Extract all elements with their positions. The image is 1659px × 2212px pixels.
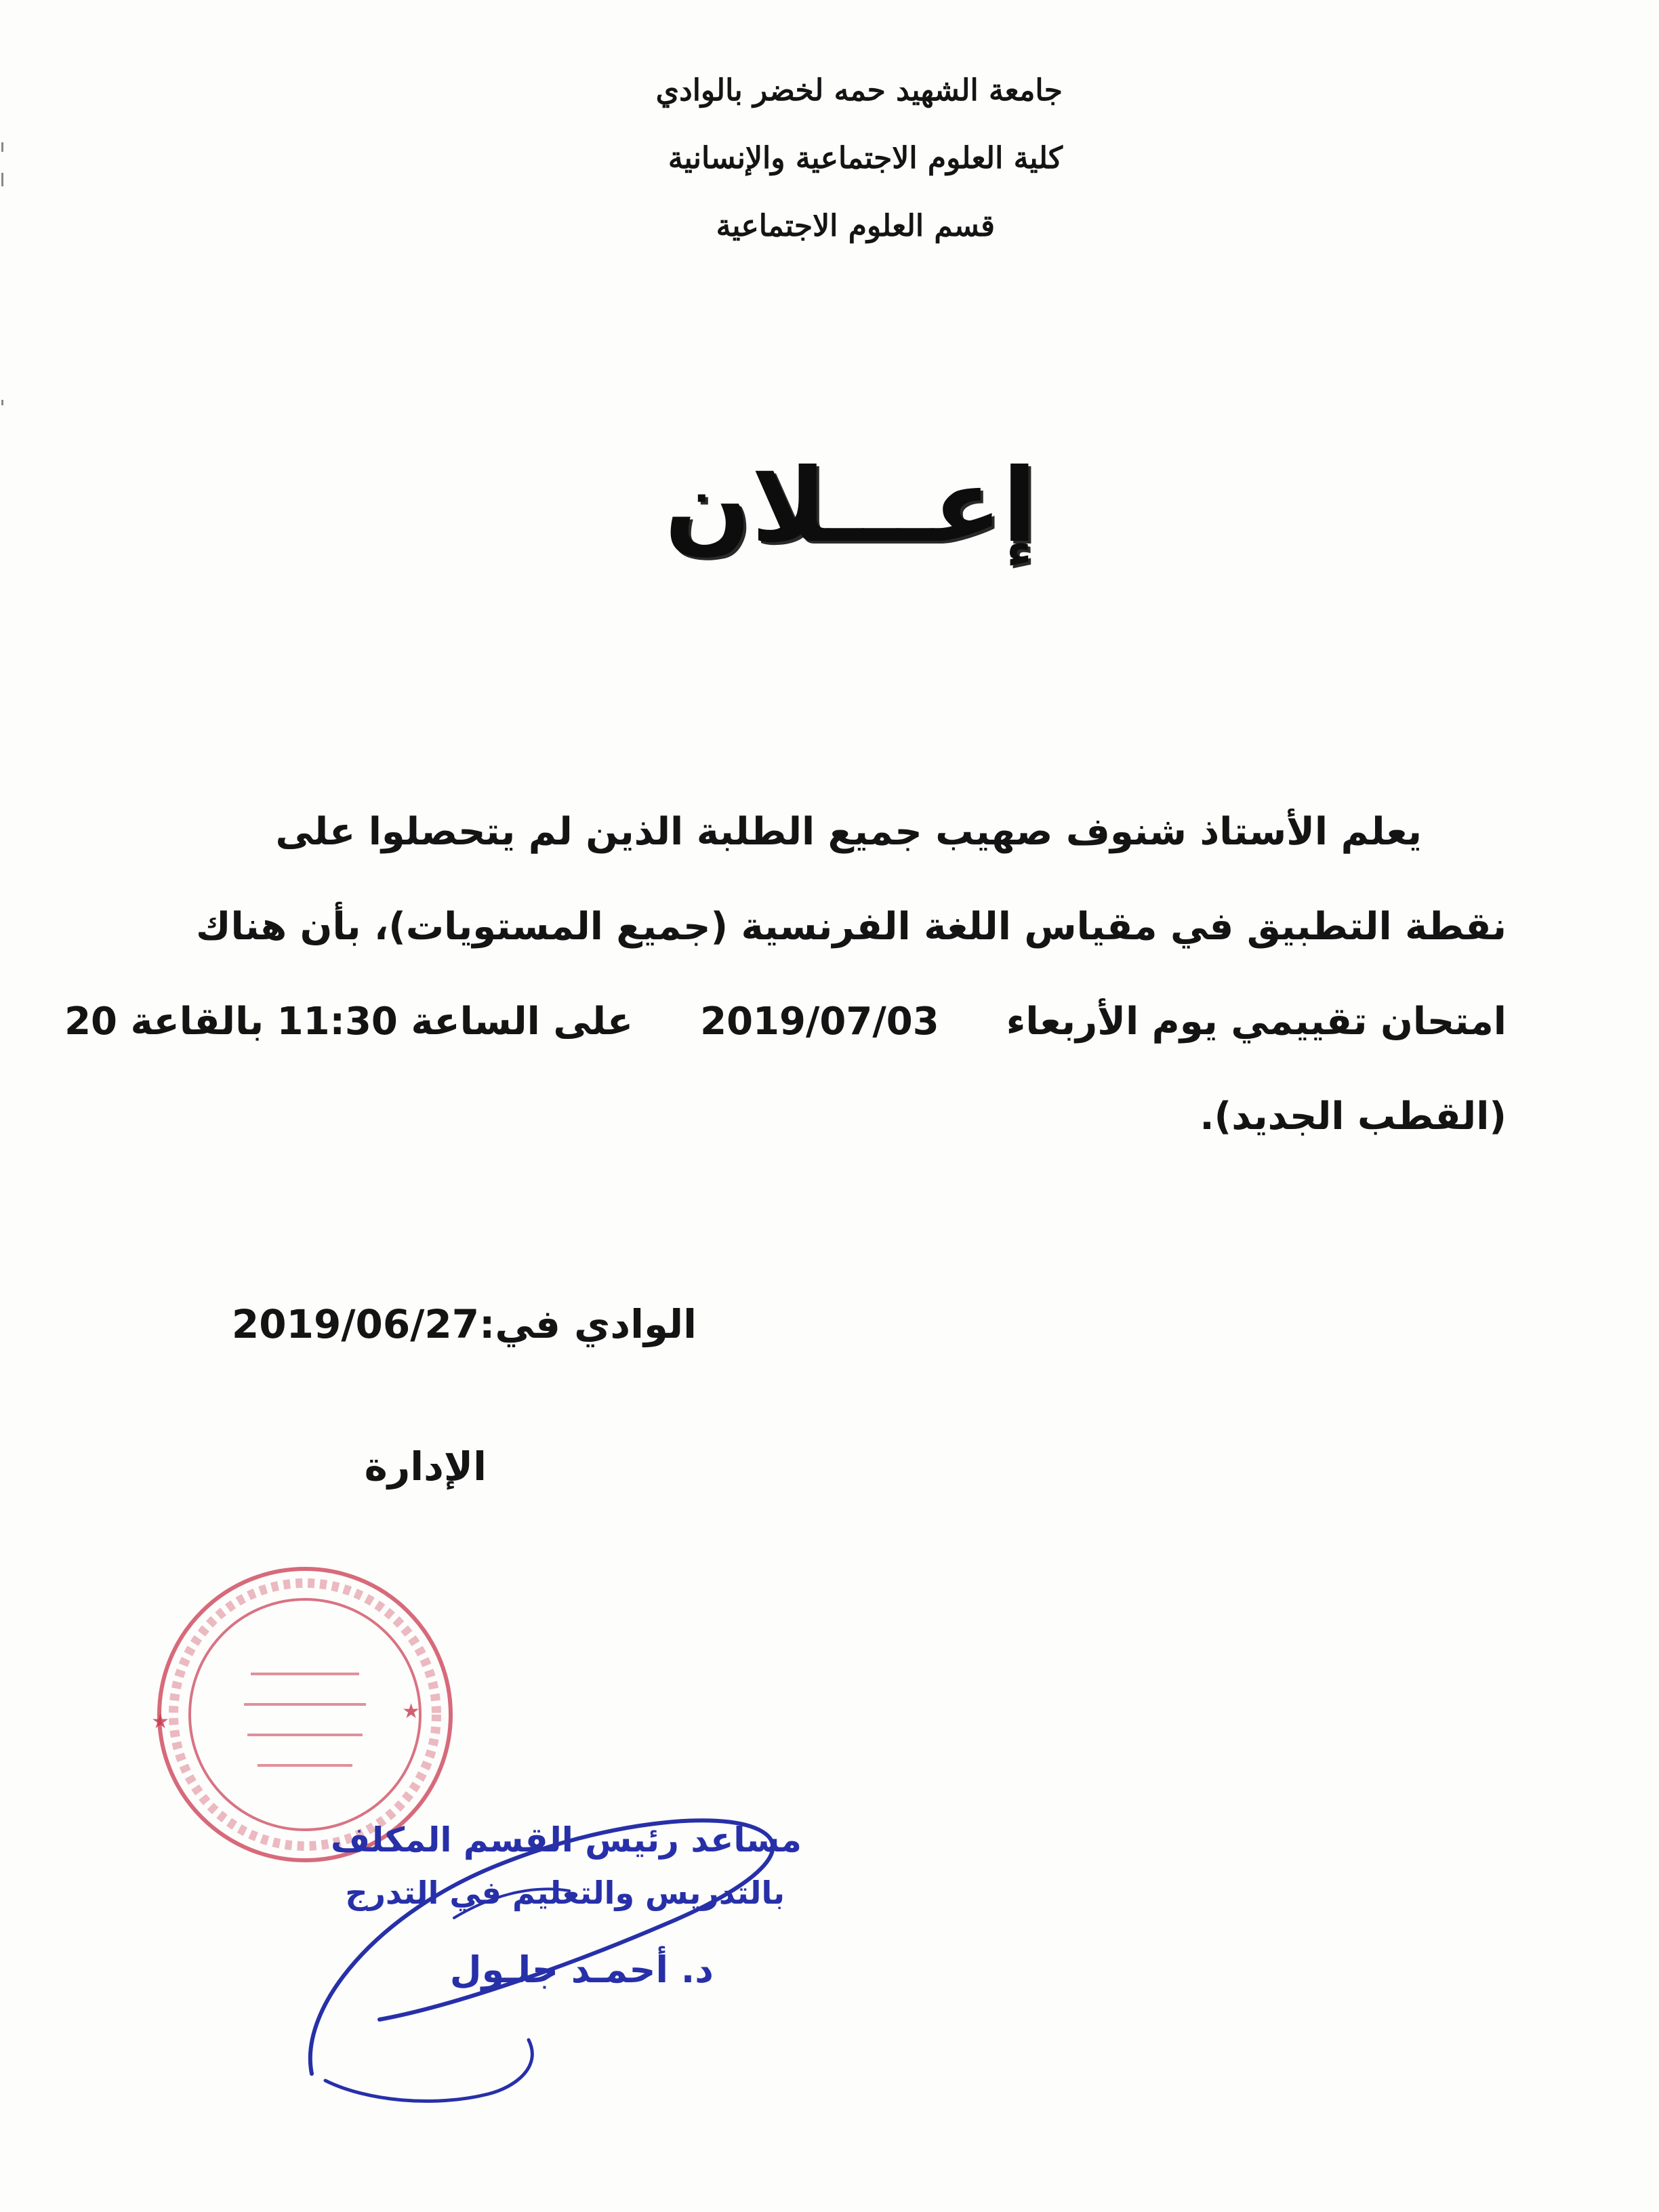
university-name: جامعة الشهيد حمه لخضر بالوادي (655, 73, 1063, 108)
svg-text:★: ★ (151, 1710, 169, 1734)
signatory-name: د. أحمـد جلـول (449, 1948, 714, 1991)
body-line-3 (64, 1000, 1507, 1044)
place-and-date: الوادي في:2019/06/27 (231, 1301, 697, 1347)
body-line-1: يعلم الأستاذ شنوف صهيب جميع الطلبة الذين لم يتحصلوا على (275, 810, 1422, 854)
scan-speck (1, 142, 3, 152)
signature-title-line-2: بالتدريس والتعليم في التدرج (345, 1875, 785, 1911)
department-name: قسم العلوم الاجتماعية (716, 209, 995, 243)
svg-text:★: ★ (402, 1700, 420, 1723)
exam-date: 2019/07/03 (700, 1000, 939, 1044)
administration-label: الإدارة (364, 1443, 487, 1490)
scan-speck (1, 173, 3, 186)
body-line-2: نقطة التطبيق في مقياس اللغة الفرنسية (جميع المستويات)، بأن هناك (196, 905, 1507, 949)
signature-title-line-1: مساعد رئيس القسم المكلف (331, 1820, 802, 1860)
exam-time-room: على الساعة 11:30 بالقاعة 20 (64, 1000, 634, 1044)
faculty-name: كلية العلوم الاجتماعية والإنسانية (668, 141, 1063, 176)
announcement-title: إعـــلان (664, 447, 1037, 565)
exam-text: امتحان تقييمي يوم الأربعاء (1006, 1000, 1507, 1044)
body-line-4: (القطب الجديد). (1200, 1094, 1507, 1139)
scan-speck (1, 400, 3, 405)
